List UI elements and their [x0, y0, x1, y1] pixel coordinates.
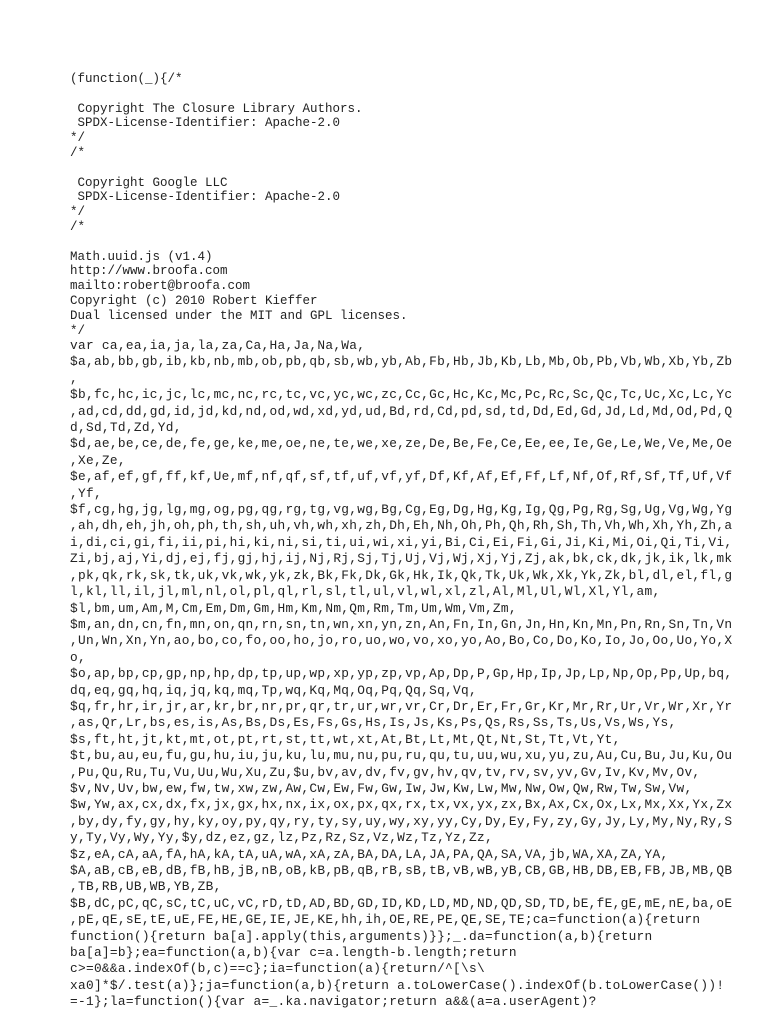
header-line: http://www.broofa.com — [70, 264, 228, 279]
code-line: ,by,dy,fy,gy,hy,ky,oy,py,qy,ry,ty,sy,uy,wy,xy,yy,Cy,Dy,Ey,Fy,zy,Gy,Jy,Ly,My,Ny,Ry,S — [70, 813, 733, 829]
header-line: Copyright (c) 2010 Robert Kieffer — [70, 293, 318, 308]
code-line: $e,af,ef,gf,ff,kf,Ue,mf,nf,qf,sf,tf,uf,vf,yf,Df,Kf,Af,Ef,Ff,Lf,Nf,Of,Rf,Sf,Tf,Uf,Vf — [70, 469, 733, 485]
code-line: $B,dC,pC,qC,sC,tC,uC,vC,rD,tD,AD,BD,GD,ID,KD,LD,MD,ND,QD,SD,TD,bE,fE,gE,mE,nE,ba,oE — [70, 895, 733, 911]
code-line: ,pE,qE,sE,tE,uE,FE,HE,GE,IE,JE,KE,hh,ih,OE,RE,PE,QE,SE,TE;ca=function(a){return — [70, 912, 701, 928]
code-line: o, — [70, 649, 86, 665]
header-line: (function(_){/* — [70, 72, 183, 86]
header-line: Dual licensed under the MIT and GPL licenses. — [70, 308, 408, 323]
javascript-code-block — [70, 338, 732, 1011]
code-line: ,Pu,Qu,Ru,Tu,Vu,Uu,Wu,Xu,Zu,$u,bv,av,dv,fv,gv,hv,qv,tv,rv,sv,yv,Gv,Iv,Kv,Mv,Ov, — [70, 764, 701, 780]
code-line: c>=0&&a.indexOf(b,c)==c};ia=function(a){return/^[\s\ — [70, 961, 485, 977]
code-line: $t,bu,au,eu,fu,gu,hu,iu,ju,ku,lu,mu,nu,pu,ru,qu,tu,uu,wu,xu,yu,zu,Au,Cu,Bu,Ju,Ku,Ou — [70, 748, 733, 764]
code-line: xa0]*$/.test(a)};ja=function(a,b){return a.toLowerCase().indexOf(b.toLowerCase())! — [70, 977, 725, 993]
code-line: ,Yf, — [70, 485, 102, 501]
code-line: $A,aB,cB,eB,dB,fB,hB,jB,nB,oB,kB,pB,qB,rB,sB,tB,vB,wB,yB,CB,GB,HB,DB,EB,FB,JB,MB,QB — [70, 863, 733, 878]
code-line: $f,cg,hg,jg,lg,mg,og,pg,qg,rg,tg,vg,wg,Bg,Cg,Eg,Dg,Hg,Kg,Ig,Qg,Pg,Rg,Sg,Ug,Vg,Wg,Yg — [70, 502, 733, 518]
code-line: ,pk,qk,rk,sk,tk,uk,vk,wk,yk,zk,Bk,Fk,Dk,Gk,Hk,Ik,Qk,Tk,Uk,Wk,Xk,Yk,Zk,bl,dl,el,fl,g — [70, 567, 733, 583]
code-line: function(){return ba[a].apply(this,arguments)}};_.da=function(a,b){return — [70, 928, 653, 944]
code-line: d,Sd,Td,Zd,Yd, — [70, 420, 182, 436]
code-line: $v,Nv,Uv,bw,ew,fw,tw,xw,zw,Aw,Cw,Ew,Fw,Gw,Iw,Jw,Kw,Lw,Mw,Nw,Ow,Qw,Rw,Tw,Sw,Vw, — [70, 780, 693, 796]
code-line: $d,ae,be,ce,de,fe,ge,ke,me,oe,ne,te,we,xe,ze,De,Be,Fe,Ce,Ee,ee,Ie,Ge,Le,We,Ve,Me,Oe — [70, 436, 733, 452]
header-line: /* — [70, 219, 86, 234]
header-line: mailto:robert@broofa.com — [70, 279, 251, 294]
code-line: $l,bm,um,Am,M,Cm,Em,Dm,Gm,Hm,Km,Nm,Qm,Rm,Tm,Um,Wm,Vm,Zm, — [70, 600, 517, 616]
code-line: y,Ty,Vy,Wy,Yy,$y,dz,ez,gz,lz,Pz,Rz,Sz,Vz,Wz,Tz,Yz,Zz, — [70, 830, 493, 846]
header-line: */ — [70, 131, 86, 146]
code-line: =-1};la=function(){var a=_.ka.navigator;return a&&(a=a.userAgent)? — [70, 994, 597, 1010]
code-line: $o,ap,bp,cp,gp,np,hp,dp,tp,up,wp,xp,yp,zp,vp,Ap,Dp,P,Gp,Hp,Ip,Jp,Lp,Np,Op,Pp,Up,bq, — [70, 666, 733, 682]
header-line: */ — [70, 205, 86, 220]
code-line: ,ad,cd,dd,gd,id,jd,kd,nd,od,wd,xd,yd,ud,Bd,rd,Cd,pd,sd,td,Dd,Ed,Gd,Jd,Ld,Md,Od,Pd,Q — [70, 403, 733, 419]
code-line: $w,Yw,ax,cx,dx,fx,jx,gx,hx,nx,ix,ox,px,qx,rx,tx,vx,yx,zx,Bx,Ax,Cx,Ox,Lx,Mx,Xx,Yx,Zx — [70, 797, 733, 813]
code-line: ,Un,Wn,Xn,Yn,ao,bo,co,fo,oo,ho,jo,ro,uo,wo,vo,xo,yo,Ao,Bo,Co,Do,Ko,Io,Jo,Oo,Uo,Yo,X — [70, 633, 733, 649]
license-header-comment — [70, 72, 408, 338]
code-line: , — [70, 370, 78, 386]
code-line: $q,fr,hr,ir,jr,ar,kr,br,nr,pr,qr,tr,ur,wr,vr,Cr,Dr,Er,Fr,Gr,Kr,Mr,Rr,Ur,Vr,Wr,Xr,Yr — [70, 698, 733, 714]
header-line: Math.uuid.js (v1.4) — [70, 249, 213, 264]
code-line: Zi,bj,aj,Yi,dj,ej,fj,gj,hj,ij,Nj,Rj,Sj,Tj,Uj,Vj,Wj,Xj,Yj,Zj,ak,bk,ck,dk,jk,ik,lk,mk — [70, 551, 733, 567]
code-line: ,TB,RB,UB,WB,YB,ZB, — [70, 879, 222, 895]
header-line — [70, 87, 408, 102]
header-line: SPDX-License-Identifier: Apache-2.0 — [70, 190, 341, 205]
header-line — [70, 161, 408, 176]
code-line: $b,fc,hc,ic,jc,lc,mc,nc,rc,tc,vc,yc,wc,zc,Cc,Gc,Hc,Kc,Mc,Pc,Rc,Sc,Qc,Tc,Uc,Xc,Lc,Yc — [70, 387, 733, 403]
code-line: ,ah,dh,eh,jh,oh,ph,th,sh,uh,vh,wh,xh,zh,Dh,Eh,Nh,Oh,Ph,Qh,Rh,Sh,Th,Vh,Wh,Xh,Yh,Zh,a — [70, 518, 733, 534]
code-line: ,Xe,Ze, — [70, 452, 126, 468]
header-line: Copyright The Closure Library Authors. — [70, 101, 363, 116]
code-line: l,kl,ll,il,jl,ml,nl,ol,pl,ql,rl,sl,tl,ul,vl,wl,xl,zl,Al,Ml,Ul,Wl,Xl,Yl,am, — [70, 584, 661, 600]
code-line: $a,ab,bb,gb,ib,kb,nb,mb,ob,pb,qb,sb,wb,yb,Ab,Fb,Hb,Jb,Kb,Lb,Mb,Ob,Pb,Vb,Wb,Xb,Yb,Zb — [70, 354, 733, 370]
code-line: $m,an,dn,cn,fn,mn,on,qn,rn,sn,tn,wn,xn,yn,zn,An,Fn,In,Gn,Jn,Hn,Kn,Mn,Pn,Rn,Sn,Tn,Vn — [70, 616, 733, 632]
code-line: $z,eA,cA,aA,fA,hA,kA,tA,uA,wA,xA,zA,BA,DA,LA,JA,PA,QA,SA,VA,jb,WA,XA,ZA,YA, — [70, 846, 669, 862]
header-line: Copyright Google LLC — [70, 175, 228, 190]
header-line — [70, 235, 408, 250]
code-line: ba[a]=b};ea=function(a,b){var c=a.length-b.length;return — [70, 945, 517, 961]
code-line: var ca,ea,ia,ja,la,za,Ca,Ha,Ja,Na,Wa, — [70, 338, 366, 353]
header-line: SPDX-License-Identifier: Apache-2.0 — [70, 116, 341, 131]
code-line: i,di,ci,gi,fi,ii,pi,hi,ki,ni,si,ti,ui,wi,xi,yi,Bi,Ci,Ei,Fi,Gi,Ji,Ki,Mi,Oi,Qi,Ti,Vi, — [70, 534, 733, 550]
header-line: */ — [70, 323, 86, 338]
code-line: ,as,Qr,Lr,bs,es,is,As,Bs,Ds,Es,Fs,Gs,Hs,Is,Js,Ks,Ps,Qs,Rs,Ss,Ts,Us,Vs,Ws,Ys, — [70, 715, 677, 731]
code-line: $s,ft,ht,jt,kt,mt,ot,pt,rt,st,tt,wt,xt,At,Bt,Lt,Mt,Qt,Nt,St,Tt,Vt,Yt, — [70, 731, 621, 747]
code-line: dq,eq,gq,hq,iq,jq,kq,mq,Tp,wq,Kq,Mq,Oq,Pq,Qq,Sq,Vq, — [70, 682, 477, 698]
header-line: /* — [70, 145, 86, 160]
